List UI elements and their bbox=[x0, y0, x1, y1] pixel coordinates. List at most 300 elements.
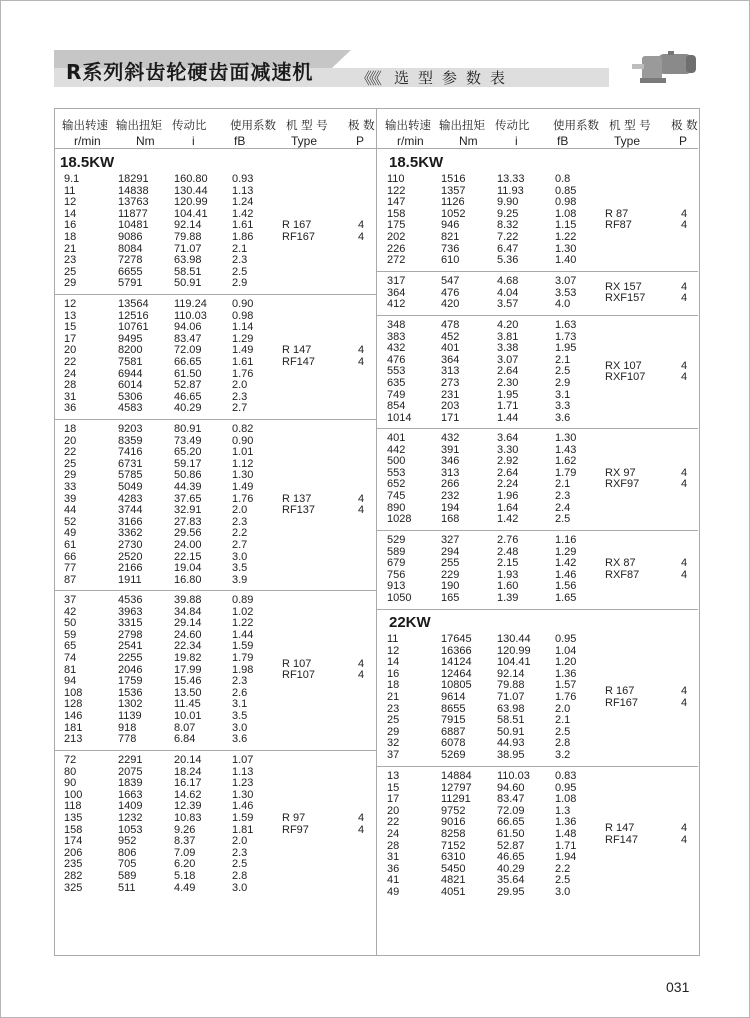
output-torque: 7152 bbox=[441, 839, 466, 852]
service-factor: 1.86 bbox=[232, 231, 254, 243]
table-row bbox=[54, 859, 269, 870]
group-divider bbox=[377, 609, 698, 610]
model-type: RF87 bbox=[605, 219, 632, 232]
pole-count: 4 bbox=[681, 833, 688, 846]
output-torque: 6014 bbox=[118, 379, 143, 392]
table-row bbox=[377, 669, 592, 680]
output-speed: 635 bbox=[387, 377, 406, 389]
table-row bbox=[54, 848, 269, 859]
service-factor: 1.29 bbox=[555, 545, 577, 558]
table-row bbox=[54, 334, 269, 345]
table-row bbox=[377, 646, 592, 657]
table-row bbox=[377, 197, 592, 208]
table-row bbox=[377, 378, 592, 389]
column-header-cn: 传动比 bbox=[172, 118, 207, 132]
table-row bbox=[54, 299, 269, 310]
output-torque: 12516 bbox=[118, 309, 149, 322]
table-row bbox=[54, 778, 269, 789]
output-speed: 49 bbox=[64, 527, 77, 540]
table-row bbox=[54, 244, 269, 255]
service-factor: 1.73 bbox=[555, 330, 577, 343]
service-factor: 1.49 bbox=[232, 344, 254, 357]
output-speed: 202 bbox=[387, 231, 406, 243]
ratio: 58.51 bbox=[174, 265, 202, 278]
ratio: 79.88 bbox=[174, 231, 202, 243]
pole-count: 4 bbox=[358, 504, 365, 517]
table-row bbox=[377, 491, 592, 502]
ratio: 110.03 bbox=[497, 770, 530, 782]
output-torque: 10805 bbox=[441, 679, 472, 692]
service-factor: 1.59 bbox=[232, 640, 254, 653]
output-torque: 14124 bbox=[441, 656, 472, 669]
output-torque: 7581 bbox=[118, 356, 143, 368]
output-torque: 1302 bbox=[118, 698, 143, 711]
ratio: 24.00 bbox=[174, 539, 202, 551]
service-factor: 0.93 bbox=[232, 173, 254, 185]
ratio: 1.95 bbox=[497, 388, 519, 401]
pole-count: 4 bbox=[681, 696, 688, 709]
output-speed: 272 bbox=[387, 254, 406, 267]
ratio: 14.62 bbox=[174, 788, 202, 801]
table-row bbox=[54, 369, 269, 380]
column-header-cn: 机 型 号 bbox=[609, 118, 651, 132]
ratio: 22.15 bbox=[174, 550, 202, 563]
model-group bbox=[54, 755, 376, 894]
table-row bbox=[377, 806, 592, 817]
output-speed: 20 bbox=[64, 434, 77, 447]
model-type: RX 87 bbox=[605, 557, 636, 570]
power-rating: 18.5KW bbox=[60, 154, 115, 171]
table-row bbox=[54, 322, 269, 333]
output-torque: 10761 bbox=[118, 321, 149, 334]
output-torque: 1516 bbox=[441, 173, 466, 185]
ratio: 65.20 bbox=[174, 446, 202, 459]
table-row bbox=[54, 699, 269, 710]
ratio: 1.60 bbox=[497, 580, 519, 593]
table-row bbox=[377, 220, 592, 231]
table-row bbox=[54, 357, 269, 368]
output-speed: 529 bbox=[387, 534, 406, 546]
ratio: 22.34 bbox=[174, 640, 202, 653]
ratio: 19.82 bbox=[174, 652, 202, 664]
ratio: 9.25 bbox=[497, 207, 519, 220]
table-row bbox=[377, 232, 592, 243]
output-speed: 14 bbox=[64, 207, 77, 220]
model-type: RF137 bbox=[282, 504, 316, 517]
service-factor: 1.81 bbox=[232, 823, 254, 836]
service-factor: 2.3 bbox=[232, 515, 248, 528]
service-factor: 1.13 bbox=[232, 184, 254, 197]
output-speed: 17 bbox=[387, 793, 400, 806]
service-factor: 2.0 bbox=[232, 835, 248, 848]
column-header-cn: 输出扭矩 bbox=[116, 118, 162, 132]
output-torque: 7915 bbox=[441, 714, 466, 727]
ratio: 2.24 bbox=[497, 478, 519, 491]
service-factor: 2.8 bbox=[232, 870, 248, 882]
output-speed: 15 bbox=[64, 321, 77, 334]
ratio: 1.71 bbox=[497, 400, 519, 413]
output-speed: 36 bbox=[387, 862, 400, 875]
output-speed: 24 bbox=[64, 367, 77, 380]
output-speed: 16 bbox=[387, 667, 400, 680]
ratio: 7.09 bbox=[174, 846, 196, 859]
output-torque: 478 bbox=[441, 319, 460, 331]
service-factor: 0.8 bbox=[555, 173, 571, 185]
output-torque: 255 bbox=[441, 557, 460, 570]
column-header-unit: P bbox=[356, 134, 365, 148]
table-row bbox=[377, 841, 592, 852]
service-factor: 1.94 bbox=[555, 851, 577, 864]
output-torque: 9203 bbox=[118, 423, 143, 435]
output-torque: 6944 bbox=[118, 367, 143, 380]
table-row bbox=[377, 570, 592, 581]
service-factor: 1.49 bbox=[232, 481, 254, 493]
service-factor: 1.48 bbox=[555, 828, 577, 840]
ratio: 13.50 bbox=[174, 686, 202, 699]
service-factor: 2.3 bbox=[232, 675, 248, 688]
service-factor: 3.1 bbox=[555, 388, 571, 401]
output-torque: 1536 bbox=[118, 686, 143, 699]
service-factor: 1.71 bbox=[555, 839, 577, 852]
service-factor: 1.30 bbox=[232, 788, 254, 801]
power-rating: 22KW bbox=[389, 614, 431, 631]
ratio: 104.41 bbox=[497, 656, 531, 669]
service-factor: 2.0 bbox=[232, 379, 248, 392]
service-factor: 3.0 bbox=[555, 886, 571, 898]
output-speed: 31 bbox=[387, 851, 400, 864]
output-torque: 9614 bbox=[441, 691, 466, 703]
output-torque: 4283 bbox=[118, 492, 143, 505]
ratio: 2.92 bbox=[497, 455, 519, 468]
output-torque: 420 bbox=[441, 298, 460, 311]
output-torque: 946 bbox=[441, 219, 460, 232]
service-factor: 1.40 bbox=[555, 254, 577, 267]
table-row bbox=[377, 299, 592, 310]
output-torque: 13564 bbox=[118, 298, 149, 310]
ratio: 46.65 bbox=[174, 390, 202, 403]
service-factor: 1.65 bbox=[555, 592, 577, 604]
ratio: 120.99 bbox=[174, 196, 208, 209]
output-torque: 6078 bbox=[441, 737, 466, 750]
ratio: 16.80 bbox=[174, 573, 202, 586]
table-row bbox=[377, 343, 592, 354]
service-factor: 0.85 bbox=[555, 184, 577, 197]
service-factor: 2.4 bbox=[555, 501, 571, 514]
output-torque: 8084 bbox=[118, 242, 143, 255]
service-factor: 2.5 bbox=[555, 874, 571, 887]
pole-count: 4 bbox=[681, 292, 688, 305]
service-factor: 1.02 bbox=[232, 605, 254, 618]
ratio: 32.91 bbox=[174, 504, 202, 517]
ratio: 46.65 bbox=[497, 851, 525, 864]
column-header-unit: fB bbox=[234, 134, 246, 148]
model-type: RF97 bbox=[282, 823, 309, 836]
output-torque: 203 bbox=[441, 400, 460, 413]
service-factor: 2.3 bbox=[232, 254, 248, 267]
model-type: RF167 bbox=[605, 696, 639, 709]
table-row bbox=[377, 445, 592, 456]
service-factor: 3.5 bbox=[232, 710, 248, 722]
service-factor: 1.13 bbox=[232, 765, 254, 778]
table-row bbox=[377, 727, 592, 738]
pole-count: 4 bbox=[358, 669, 365, 682]
output-speed: 348 bbox=[387, 319, 406, 331]
service-factor: 1.79 bbox=[232, 652, 254, 664]
ratio: 3.30 bbox=[497, 443, 519, 456]
table-row bbox=[377, 680, 592, 691]
output-torque: 313 bbox=[441, 365, 460, 378]
ratio: 50.86 bbox=[174, 469, 202, 482]
model-group bbox=[377, 535, 698, 605]
table-row bbox=[54, 380, 269, 391]
ratio: 61.50 bbox=[497, 828, 525, 840]
ratio: 83.47 bbox=[497, 793, 525, 806]
service-factor: 0.90 bbox=[232, 434, 254, 447]
service-factor: 1.57 bbox=[555, 679, 577, 692]
output-torque: 1759 bbox=[118, 675, 143, 688]
table-row bbox=[54, 345, 269, 356]
output-speed: 383 bbox=[387, 330, 406, 343]
table-row bbox=[54, 494, 269, 505]
output-torque: 547 bbox=[441, 275, 460, 287]
output-speed: 135 bbox=[64, 812, 83, 824]
group-divider bbox=[54, 294, 376, 295]
output-speed: 25 bbox=[387, 714, 400, 727]
output-speed: 854 bbox=[387, 400, 406, 413]
table-row bbox=[54, 755, 269, 766]
table-row bbox=[54, 311, 269, 322]
group-divider bbox=[377, 315, 698, 316]
service-factor: 1.01 bbox=[232, 446, 254, 459]
output-torque: 229 bbox=[441, 568, 460, 581]
group-divider bbox=[377, 271, 698, 272]
output-torque: 452 bbox=[441, 330, 460, 343]
pole-count: 4 bbox=[681, 207, 688, 220]
output-torque: 12797 bbox=[441, 781, 472, 794]
output-torque: 232 bbox=[441, 490, 460, 502]
output-torque: 313 bbox=[441, 466, 460, 479]
output-torque: 4821 bbox=[441, 874, 466, 887]
ratio: 20.14 bbox=[174, 754, 202, 766]
pole-count: 4 bbox=[358, 356, 365, 368]
output-torque: 401 bbox=[441, 342, 460, 355]
output-speed: 20 bbox=[64, 344, 77, 357]
ratio: 63.98 bbox=[497, 702, 525, 715]
ratio: 29.95 bbox=[497, 886, 525, 898]
service-factor: 1.22 bbox=[555, 231, 577, 243]
output-speed: 18 bbox=[64, 423, 77, 435]
table-row bbox=[54, 186, 269, 197]
ratio: 4.49 bbox=[174, 881, 196, 894]
output-torque: 16366 bbox=[441, 644, 472, 657]
output-speed: 18 bbox=[387, 679, 400, 692]
table-row bbox=[54, 424, 269, 435]
output-torque: 7278 bbox=[118, 254, 143, 267]
service-factor: 3.07 bbox=[555, 275, 577, 287]
ratio: 37.65 bbox=[174, 492, 202, 505]
output-speed: 52 bbox=[64, 515, 77, 528]
column-header-unit: Type bbox=[614, 134, 641, 148]
output-speed: 158 bbox=[387, 207, 406, 220]
ratio: 1.44 bbox=[497, 411, 519, 424]
ratio: 34.84 bbox=[174, 605, 202, 618]
table-row bbox=[377, 783, 592, 794]
output-speed: 364 bbox=[387, 286, 406, 299]
output-speed: 146 bbox=[64, 710, 83, 722]
pole-count: 4 bbox=[358, 812, 365, 824]
service-factor: 2.3 bbox=[555, 490, 571, 502]
column-header-cn: 传动比 bbox=[495, 118, 530, 132]
output-speed: 412 bbox=[387, 298, 406, 311]
output-speed: 476 bbox=[387, 353, 406, 366]
service-factor: 2.3 bbox=[232, 390, 248, 403]
model-group bbox=[377, 320, 698, 424]
table-row bbox=[377, 692, 592, 703]
ratio: 130.44 bbox=[174, 184, 208, 197]
output-speed: 41 bbox=[387, 874, 400, 887]
ratio: 40.29 bbox=[497, 862, 525, 875]
output-speed: 22 bbox=[64, 356, 77, 368]
service-factor: 2.1 bbox=[555, 353, 571, 366]
output-speed: 13 bbox=[64, 309, 77, 322]
model-type: RXF87 bbox=[605, 568, 640, 581]
right-column bbox=[377, 108, 698, 956]
ratio: 1.64 bbox=[497, 501, 519, 514]
ratio: 6.20 bbox=[174, 858, 196, 871]
output-torque: 511 bbox=[118, 881, 136, 894]
group-divider bbox=[377, 530, 698, 531]
output-torque: 918 bbox=[118, 721, 137, 734]
service-factor: 0.83 bbox=[555, 770, 577, 782]
output-speed: 21 bbox=[64, 242, 77, 255]
ratio: 2.15 bbox=[497, 557, 519, 570]
column-header-cn: 输出转速 bbox=[385, 118, 431, 132]
output-speed: 42 bbox=[64, 605, 77, 618]
service-factor: 2.7 bbox=[232, 539, 248, 551]
table-row bbox=[377, 852, 592, 863]
column-header-unit: Nm bbox=[136, 134, 155, 148]
model-type: RX 107 bbox=[605, 359, 642, 372]
table-row bbox=[377, 817, 592, 828]
group-divider bbox=[54, 750, 376, 751]
output-torque: 2730 bbox=[118, 539, 143, 551]
table-row bbox=[54, 267, 269, 278]
ratio: 29.56 bbox=[174, 527, 202, 540]
output-torque: 14884 bbox=[441, 770, 472, 782]
output-speed: 282 bbox=[64, 870, 83, 882]
model-type: RF107 bbox=[282, 669, 316, 682]
output-speed: 20 bbox=[387, 804, 400, 817]
ratio: 73.49 bbox=[174, 434, 202, 447]
ratio: 1.42 bbox=[497, 513, 519, 526]
table-row bbox=[377, 547, 592, 558]
output-speed: 553 bbox=[387, 466, 406, 479]
output-torque: 2798 bbox=[118, 628, 143, 641]
service-factor: 2.5 bbox=[555, 365, 571, 378]
table-row bbox=[54, 734, 269, 745]
pole-count: 4 bbox=[681, 219, 688, 232]
service-factor: 3.5 bbox=[232, 562, 248, 575]
ratio: 58.51 bbox=[497, 714, 525, 727]
ratio: 92.14 bbox=[174, 219, 202, 232]
output-torque: 3362 bbox=[118, 527, 143, 540]
table-row bbox=[377, 209, 592, 220]
ratio: 5.18 bbox=[174, 870, 196, 882]
output-torque: 705 bbox=[118, 858, 137, 871]
ratio: 9.26 bbox=[174, 823, 196, 836]
service-factor: 1.20 bbox=[555, 656, 577, 669]
output-torque: 2046 bbox=[118, 663, 143, 676]
table-row bbox=[377, 468, 592, 479]
table-row bbox=[377, 479, 592, 490]
ratio: 16.17 bbox=[174, 777, 202, 790]
model-type: R 167 bbox=[605, 685, 635, 698]
output-torque: 5269 bbox=[441, 749, 466, 761]
table-row bbox=[377, 366, 592, 377]
output-torque: 9495 bbox=[118, 332, 143, 345]
output-speed: 226 bbox=[387, 242, 406, 255]
output-speed: 32 bbox=[387, 737, 400, 750]
service-factor: 1.42 bbox=[232, 207, 254, 220]
output-speed: 100 bbox=[64, 788, 83, 801]
output-torque: 17645 bbox=[441, 633, 472, 645]
output-speed: 94 bbox=[64, 675, 77, 688]
ratio: 3.57 bbox=[497, 298, 519, 311]
column-header-unit: Type bbox=[291, 134, 318, 148]
output-torque: 3744 bbox=[118, 504, 143, 517]
service-factor: 2.1 bbox=[555, 478, 571, 491]
table-row bbox=[54, 403, 269, 414]
output-speed: 37 bbox=[387, 749, 400, 761]
output-torque: 1139 bbox=[118, 710, 142, 722]
service-factor: 2.3 bbox=[232, 846, 248, 859]
output-speed: 22 bbox=[387, 816, 400, 829]
ratio: 19.04 bbox=[174, 562, 202, 575]
ratio: 11.93 bbox=[497, 184, 524, 197]
table-row bbox=[377, 503, 592, 514]
output-torque: 1232 bbox=[118, 812, 143, 824]
column-header-unit: Nm bbox=[459, 134, 478, 148]
output-torque: 346 bbox=[441, 455, 460, 468]
model-type: RF147 bbox=[605, 833, 639, 846]
output-speed: 12 bbox=[64, 298, 77, 310]
ratio: 15.46 bbox=[174, 675, 202, 688]
output-torque: 4583 bbox=[118, 402, 143, 415]
table-row bbox=[377, 864, 592, 875]
ratio: 1.96 bbox=[497, 490, 519, 502]
output-speed: 11 bbox=[64, 184, 76, 197]
table-row bbox=[54, 790, 269, 801]
table-row bbox=[377, 401, 592, 412]
table-row bbox=[54, 653, 269, 664]
model-type: RXF107 bbox=[605, 371, 646, 384]
service-factor: 2.7 bbox=[232, 402, 248, 415]
output-torque: 11291 bbox=[441, 793, 471, 806]
output-speed: 59 bbox=[64, 628, 77, 641]
output-torque: 4051 bbox=[441, 886, 466, 898]
output-speed: 1028 bbox=[387, 513, 412, 526]
service-factor: 1.79 bbox=[555, 466, 577, 479]
header-divider bbox=[377, 148, 698, 149]
table-row bbox=[54, 447, 269, 458]
output-speed: 31 bbox=[64, 390, 77, 403]
ratio: 38.95 bbox=[497, 749, 525, 761]
table-row bbox=[377, 875, 592, 886]
service-factor: 2.0 bbox=[232, 504, 248, 517]
ratio: 52.87 bbox=[174, 379, 202, 392]
output-torque: 10481 bbox=[118, 219, 149, 232]
ratio: 72.09 bbox=[174, 344, 202, 357]
